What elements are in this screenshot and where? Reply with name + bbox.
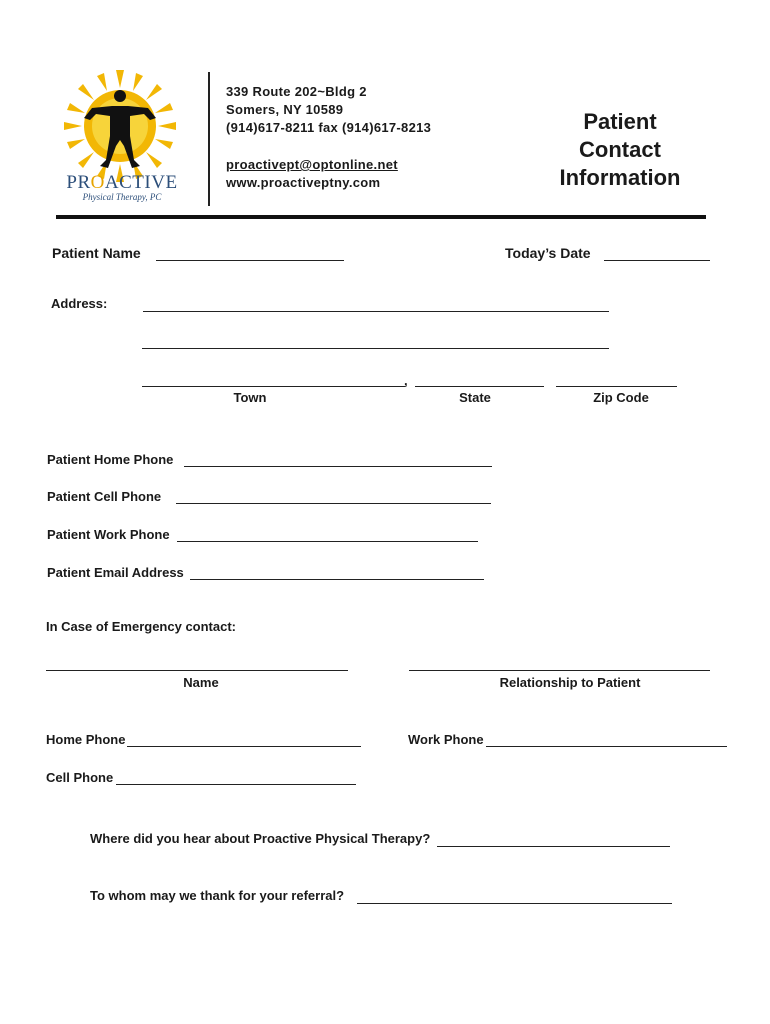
header-rule	[56, 215, 706, 219]
referral-label: To whom may we thank for your referral?	[90, 888, 345, 903]
zip-field[interactable]	[556, 386, 677, 387]
patient-name-label: Patient Name	[52, 245, 141, 261]
emergency-relationship-field[interactable]	[409, 670, 710, 671]
hear-about-label: Where did you hear about Proactive Physical Therapy?	[90, 831, 431, 846]
header-divider	[208, 72, 210, 206]
address-label: Address:	[51, 296, 108, 311]
address-line-1-field[interactable]	[143, 311, 609, 312]
address-line-1: 339 Route 202~Bldg 2	[226, 84, 367, 99]
email-address-label: Patient Email Address	[47, 565, 184, 580]
emergency-name-caption: Name	[183, 675, 219, 690]
town-field[interactable]	[142, 386, 405, 387]
emergency-name-field[interactable]	[46, 670, 348, 671]
town-caption: Town	[233, 390, 267, 405]
page-title: Patient Contact Information	[559, 109, 681, 190]
address-line-2: Somers, NY 10589	[226, 102, 344, 117]
emergency-work-phone-field[interactable]	[486, 746, 727, 747]
emergency-cell-phone-label: Cell Phone	[46, 770, 114, 785]
work-phone-field[interactable]	[177, 541, 478, 542]
state-field[interactable]	[415, 386, 544, 387]
cell-phone-field[interactable]	[176, 503, 491, 504]
comma: ,	[404, 373, 408, 388]
email-link[interactable]: proactivept@optonline.net	[226, 157, 398, 172]
home-phone-label: Patient Home Phone	[47, 452, 174, 467]
referral-field[interactable]	[357, 903, 672, 904]
emergency-work-phone-label: Work Phone	[408, 732, 484, 747]
work-phone-label: Patient Work Phone	[47, 527, 170, 542]
emergency-heading: In Case of Emergency contact:	[46, 619, 236, 634]
home-phone-field[interactable]	[184, 466, 492, 467]
patient-name-field[interactable]	[156, 260, 344, 261]
website-link[interactable]: www.proactiveptny.com	[226, 175, 381, 190]
emergency-relationship-caption: Relationship to Patient	[499, 675, 641, 690]
logo-subtitle: Physical Therapy, PC	[82, 192, 162, 202]
todays-date-label: Today’s Date	[505, 245, 591, 261]
emergency-home-phone-label: Home Phone	[46, 732, 126, 747]
logo-wordmark: PROACTIVE	[66, 172, 178, 193]
todays-date-field[interactable]	[604, 260, 710, 261]
emergency-cell-phone-field[interactable]	[116, 784, 356, 785]
zip-caption: Zip Code	[593, 390, 649, 405]
emergency-home-phone-field[interactable]	[127, 746, 361, 747]
hear-about-field[interactable]	[437, 846, 670, 847]
address-line-2-field[interactable]	[142, 348, 609, 349]
email-address-field[interactable]	[190, 579, 484, 580]
state-caption: State	[459, 390, 491, 405]
cell-phone-label: Patient Cell Phone	[47, 489, 162, 504]
phone-fax: (914)617-8211 fax (914)617-8213	[226, 120, 432, 135]
